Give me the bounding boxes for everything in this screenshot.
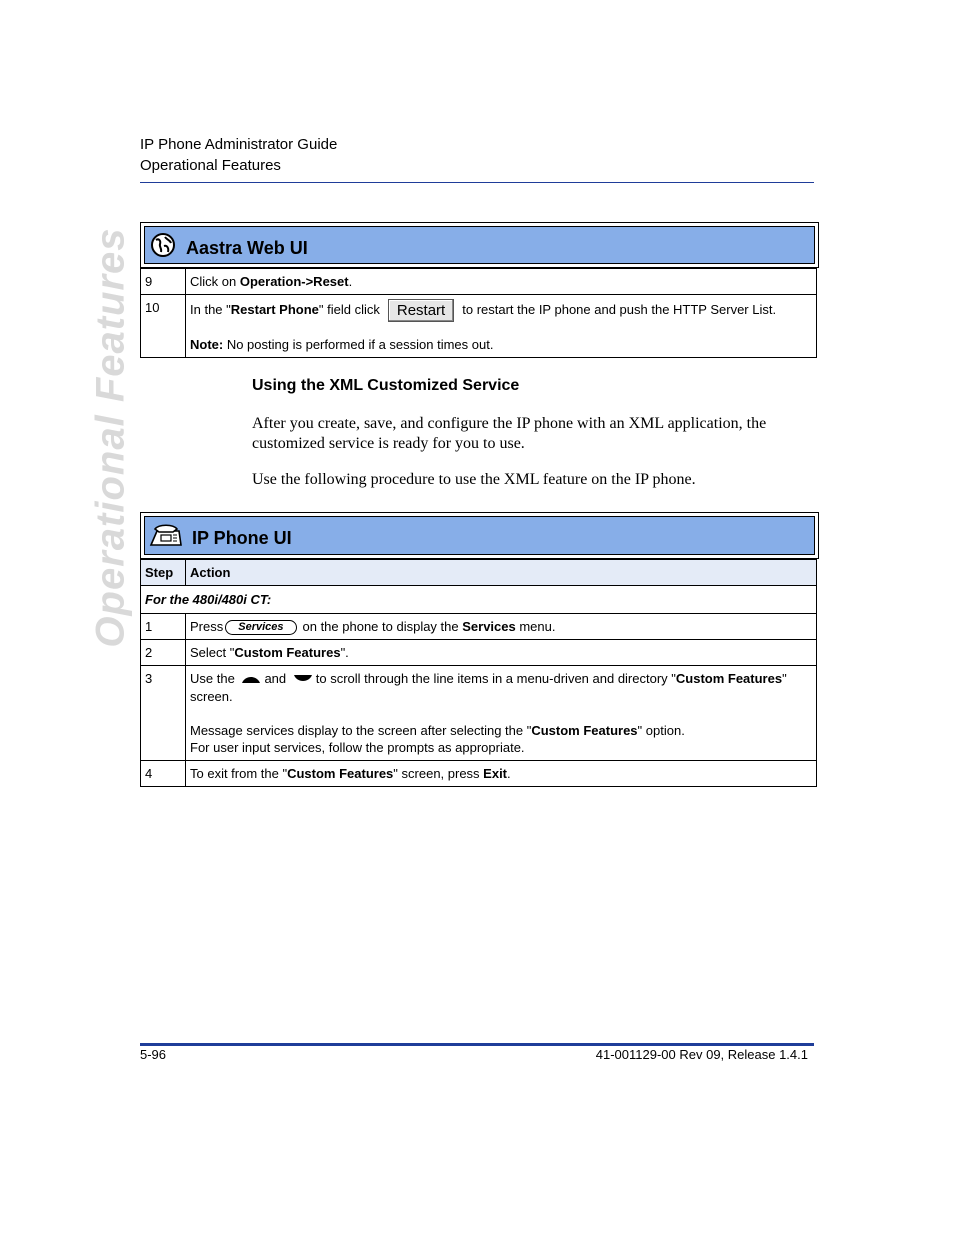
step-number: 1: [141, 614, 186, 640]
table-row: [141, 666, 817, 761]
step-number: 9: [141, 269, 186, 295]
header-rule: [140, 182, 814, 183]
restart-button[interactable]: Restart: [388, 299, 454, 322]
chapter-title: Operational Features: [140, 157, 281, 174]
model-subheader-row: [141, 586, 817, 614]
footer-rule: [140, 1043, 814, 1046]
step-action: In the "Restart Phone" field click Restart to restart the IP phone and push the HTTP Server List. Note: No posting is performed if a session times out.: [186, 295, 817, 358]
table-row: [141, 761, 817, 787]
section-heading: Using the XML Customized Service: [252, 377, 520, 394]
down-arrow-key-icon: [293, 671, 313, 688]
phone-ui-steps-table: [140, 559, 817, 787]
note-label: Note:: [190, 337, 224, 352]
intro-paragraph: After you create, save, and configure the IP phone with an XML application, the customized service is ready for you to use.: [252, 415, 767, 452]
col-step-header: Step: [141, 560, 186, 586]
web-ui-box-header: [140, 222, 819, 268]
side-chapter-label: Operational Features: [88, 227, 133, 648]
doc-title: IP Phone Administrator Guide: [140, 136, 338, 153]
step-number: 10: [141, 295, 186, 358]
table-row: [141, 640, 817, 666]
page-number: 5-96: [140, 1047, 167, 1062]
web-ui-steps-table: [140, 268, 817, 358]
step-number: 2: [141, 640, 186, 666]
step-action: Use the and to scroll through the line items in a menu-driven and directory "Custom Features" screen. Message services display to the screen after selecting the "Custom Features" option. For user input services, follow the prompts as appropriate.: [186, 666, 817, 761]
phone-ui-title: IP Phone UI: [192, 528, 292, 548]
services-key[interactable]: Services: [225, 620, 296, 635]
step-action: Press Services on the phone to display the Services menu.: [186, 614, 817, 640]
up-arrow-key-icon: [241, 671, 261, 688]
step-number: 4: [141, 761, 186, 787]
phone-ui-box-header: [140, 512, 819, 559]
globe-icon: [148, 230, 178, 260]
doc-revision: 41-001129-00 Rev 09, Release 1.4.1: [595, 1047, 808, 1062]
web-ui-title: Aastra Web UI: [186, 237, 308, 258]
step-action: To exit from the "Custom Features" screen, press Exit.: [186, 761, 817, 787]
phone-icon: [148, 521, 184, 551]
table-header-row: [141, 560, 817, 586]
model-subheader: For the 480i/480i CT:: [141, 586, 817, 614]
table-row: [141, 614, 817, 640]
table-row: [141, 295, 817, 358]
note-text: No posting is performed if a session times out.: [223, 337, 494, 352]
step-number: 3: [141, 666, 186, 761]
procedure-paragraph: Use the following procedure to use the XML feature on the IP phone.: [252, 471, 696, 488]
table-row: [141, 269, 817, 295]
step-action: Click on Operation->Reset.: [186, 269, 817, 295]
step-action: Select "Custom Features".: [186, 640, 817, 666]
col-action-header: Action: [186, 560, 817, 586]
